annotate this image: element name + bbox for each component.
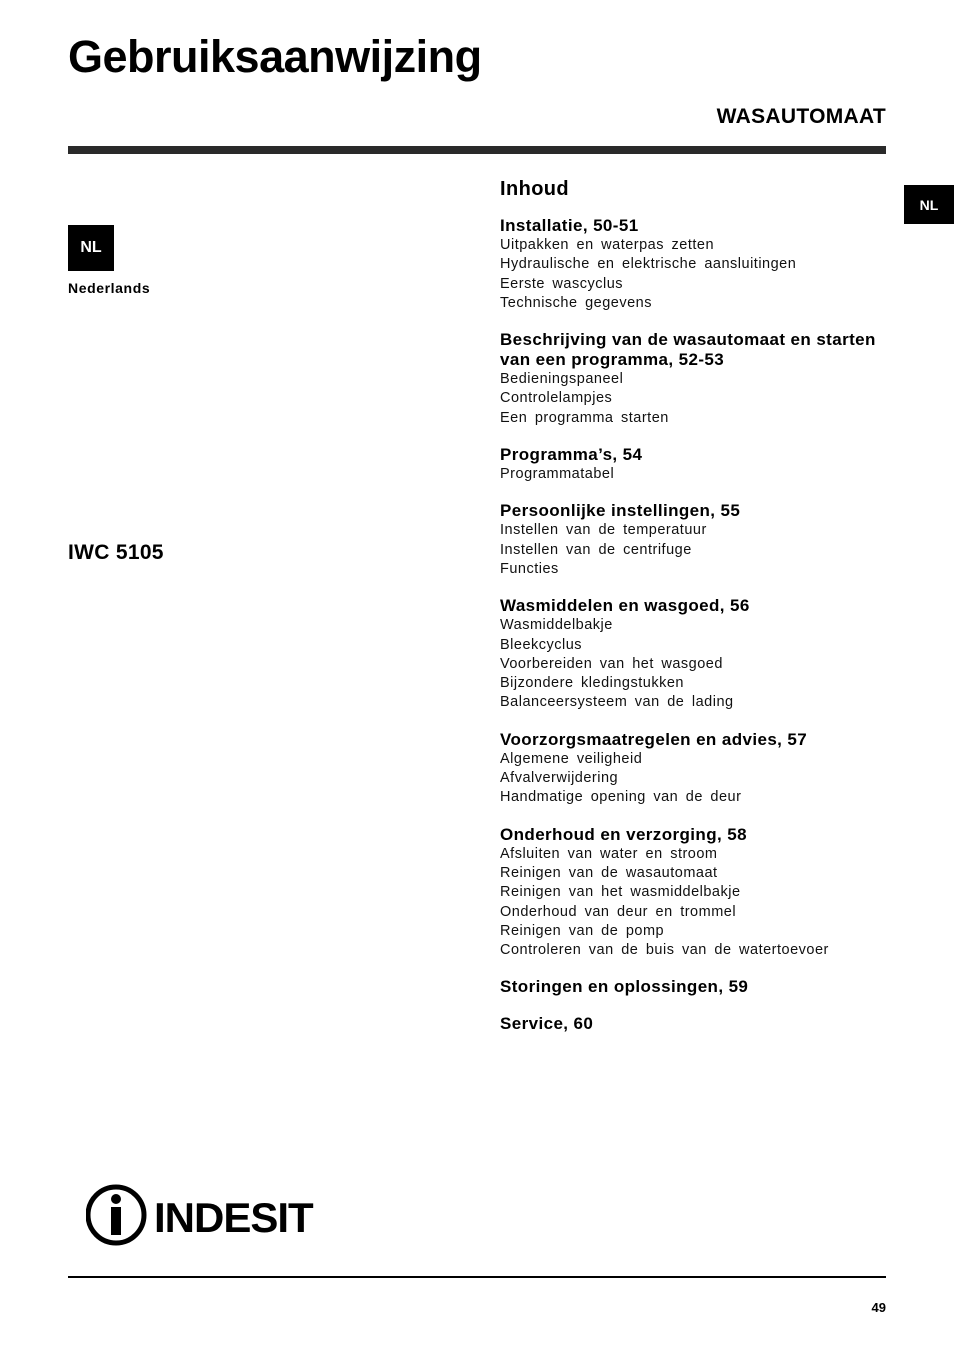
toc-section xyxy=(500,501,890,579)
indesit-i-icon xyxy=(86,1183,316,1247)
toc-section xyxy=(500,825,890,961)
toc-item: Controleren van de buis van de watertoevoer xyxy=(500,942,829,959)
toc-section-title: Service, 60 xyxy=(500,1014,594,1034)
toc-item: Wasmiddelbakje xyxy=(500,617,613,634)
toc-item: Bijzondere kledingstukken xyxy=(500,675,684,692)
indesit-logo xyxy=(86,1183,316,1247)
toc-item: Afvalverwijdering xyxy=(500,770,619,787)
toc-item: Programmatabel xyxy=(500,466,615,483)
header-divider xyxy=(68,146,886,154)
toc-item: Afsluiten van water en stroom xyxy=(500,845,718,862)
toc-item: Voorbereiden van het wasgoed xyxy=(500,655,723,672)
toc-item: Balanceersysteem van de lading xyxy=(500,694,734,711)
toc-section xyxy=(500,445,890,484)
toc-section-title: Installatie, 50-51 xyxy=(500,216,639,235)
footer-divider xyxy=(68,1276,886,1278)
toc-section xyxy=(500,1014,890,1034)
toc-section xyxy=(500,330,890,428)
toc-heading: Inhoud xyxy=(500,178,570,200)
model-number: IWC 5105 xyxy=(68,541,164,564)
toc-item: Onderhoud van deur en trommel xyxy=(500,903,737,920)
toc-section xyxy=(500,216,890,313)
toc-sections xyxy=(500,216,890,1034)
toc-item: Uitpakken en waterpas zetten xyxy=(500,237,715,253)
toc-section-title: Persoonlijke instellingen, 55 xyxy=(500,501,741,521)
toc-item: Instellen van de centrifuge xyxy=(500,541,692,558)
toc-item: Bedieningspaneel xyxy=(500,371,624,388)
language-name: Nederlands xyxy=(68,280,151,296)
toc-section-title: Voorzorgsmaatregelen en advies, 57 xyxy=(500,729,808,749)
logo-wordmark: INDESIT xyxy=(154,1194,313,1241)
toc-section xyxy=(500,730,890,808)
toc-item: Reinigen van het wasmiddelbakje xyxy=(500,884,741,901)
language-badge: NL xyxy=(68,225,114,271)
toc-item: Instellen van de temperatuur xyxy=(500,522,707,539)
toc-item: Reinigen van de wasautomaat xyxy=(500,864,718,881)
toc-item: Technische gegevens xyxy=(500,294,652,311)
toc-item: Een programma starten xyxy=(500,409,669,426)
table-of-contents xyxy=(500,176,890,1051)
toc-section-title: Wasmiddelen en wasgoed, 56 xyxy=(500,596,750,616)
toc-item: Functies xyxy=(500,560,559,577)
toc-section-title: Beschrijving van de wasautomaat en starten van een programma, 52-53 xyxy=(500,330,876,370)
toc-section xyxy=(500,596,890,712)
toc-item: Reinigen van de pomp xyxy=(500,922,665,939)
toc-item: Algemene veiligheid xyxy=(500,750,643,767)
language-side-tab: NL xyxy=(904,185,954,224)
page-number: 49 xyxy=(871,1300,886,1315)
toc-section-title: Programma’s, 54 xyxy=(500,445,643,465)
toc-item: Eerste wascyclus xyxy=(500,275,624,292)
toc-section xyxy=(500,977,890,997)
toc-section-title: Storingen en oplossingen, 59 xyxy=(500,977,749,997)
page-title: Gebruiksaanwijzing xyxy=(68,31,482,82)
toc-item: Handmatige opening van de deur xyxy=(500,789,742,806)
toc-item: Hydraulische en elektrische aansluitingen xyxy=(500,256,797,273)
toc-section-title: Onderhoud en verzorging, 58 xyxy=(500,824,747,844)
toc-item: Bleekcyclus xyxy=(500,636,583,653)
toc-item: Controlelampjes xyxy=(500,390,613,407)
product-type: WASAUTOMAAT xyxy=(716,105,886,128)
